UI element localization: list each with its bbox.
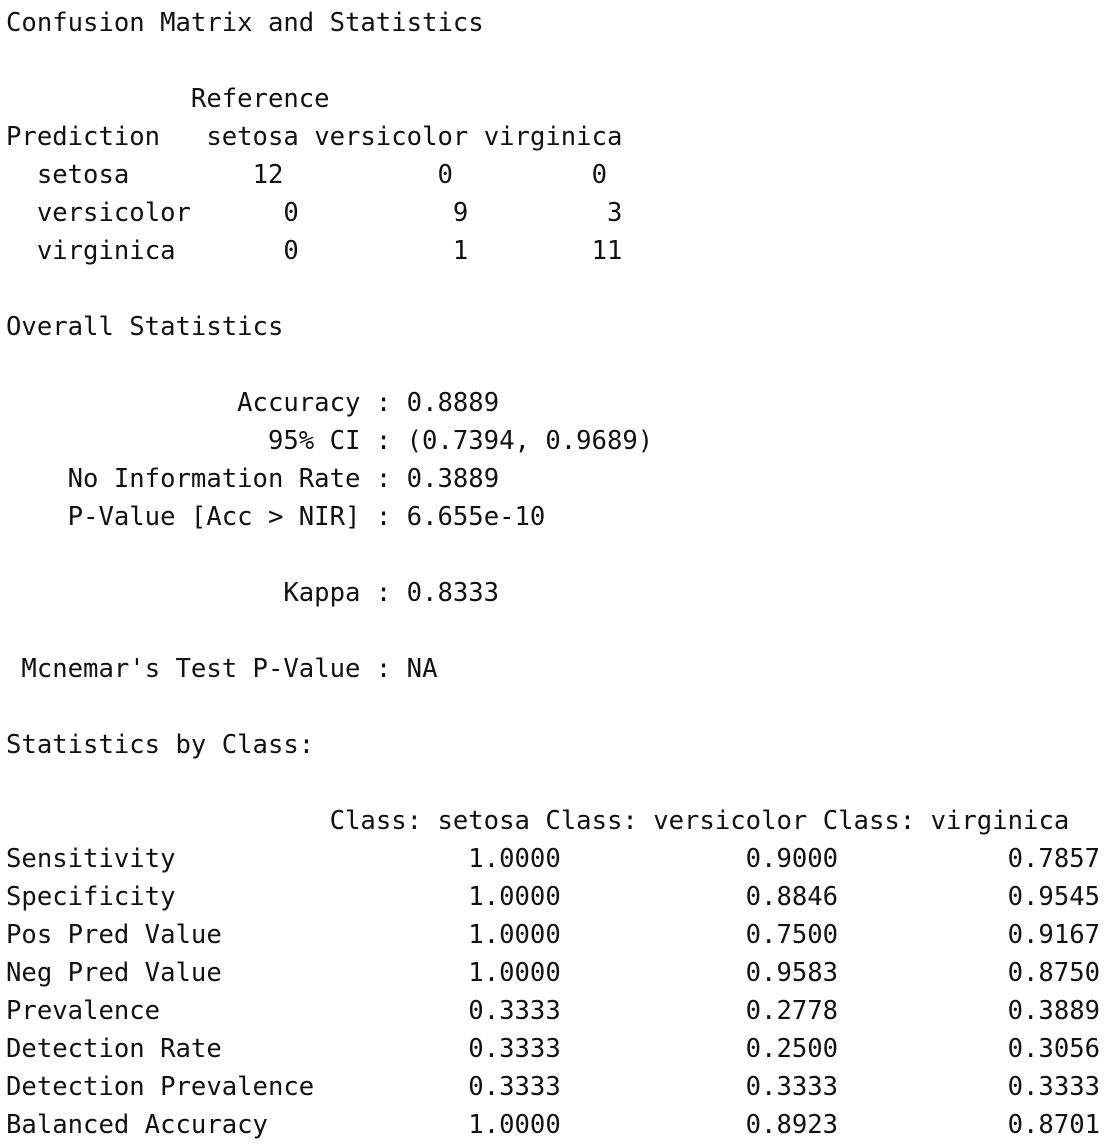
stat-row-label: Sensitivity xyxy=(6,844,176,874)
stat-row-label: Neg Pred Value xyxy=(6,958,222,988)
stat-row-label: Detection Rate xyxy=(6,1034,222,1064)
stat-cell: 0.3333 xyxy=(1007,1072,1101,1102)
ci-line: 95% CI : (0.7394, 0.9689) xyxy=(267,426,654,456)
stat-cell: 1.0000 xyxy=(468,844,561,874)
nir-line: No Information Rate : 0.3889 xyxy=(67,464,500,494)
stat-cell: 1.0000 xyxy=(468,920,561,950)
overall-heading-line xyxy=(6,308,1106,346)
stat-cell: 0.3889 xyxy=(1007,996,1101,1026)
by-class-header-line xyxy=(6,802,1106,840)
kappa-label: Kappa xyxy=(283,578,361,608)
matrix-row-label: virginica xyxy=(36,236,176,266)
stat-cell: 1.0000 xyxy=(468,958,561,988)
console-output xyxy=(6,4,1106,1144)
mcnemar-line: Mcnemar's Test P-Value : NA xyxy=(21,654,438,684)
matrix-cell: 9 xyxy=(452,198,469,228)
stat-cell: 0.3333 xyxy=(468,996,561,1026)
stat-cell: 0.8846 xyxy=(745,882,839,912)
stat-row-neg-pred-value xyxy=(6,954,1106,992)
blank-line xyxy=(6,42,1106,80)
nir-value: 0.3889 xyxy=(406,464,500,494)
stat-cell: 1.0000 xyxy=(468,1110,561,1140)
prediction-header-line xyxy=(6,118,1106,156)
stat-row-sensitivity xyxy=(6,840,1106,878)
nir-label: No Information Rate xyxy=(67,464,361,494)
stat-cell: 0.3333 xyxy=(468,1072,561,1102)
matrix-cell: 1 xyxy=(452,236,469,266)
title-text: Confusion Matrix and Statistics xyxy=(6,8,484,38)
matrix-cell: 0 xyxy=(591,160,608,190)
mcnemar-value: NA xyxy=(406,654,438,684)
kappa-line: Kappa : 0.8333 xyxy=(283,578,500,608)
blank-line xyxy=(6,270,1106,308)
accuracy-label: Accuracy xyxy=(237,388,361,418)
stat-row-label: Specificity xyxy=(6,882,176,912)
matrix-row-virginica xyxy=(6,232,1106,270)
stat-cell: 0.7500 xyxy=(745,920,839,950)
by-class-heading: Statistics by Class: xyxy=(6,730,315,760)
matrix-row-versicolor xyxy=(6,194,1106,232)
class-col-header-virginica: Class: virginica xyxy=(822,806,1070,836)
stat-cell: 0.2778 xyxy=(745,996,839,1026)
pvalue-value: 6.655e-10 xyxy=(406,502,546,532)
class-col-header-versicolor: Class: versicolor xyxy=(545,806,808,836)
overall-heading: Overall Statistics xyxy=(6,312,284,342)
prediction-label: Prediction xyxy=(6,122,161,152)
output-title xyxy=(6,4,1106,42)
class-col-header-setosa: Class: setosa xyxy=(329,806,530,836)
matrix-row-label: versicolor xyxy=(36,198,191,228)
blank-line xyxy=(6,764,1106,802)
matrix-cell: 0 xyxy=(437,160,453,190)
stat-row-specificity xyxy=(6,878,1106,916)
stat-row-label: Prevalence xyxy=(6,996,161,1026)
matrix-cell: 0 xyxy=(283,198,299,228)
stat-cell: 0.7857 xyxy=(1007,844,1101,874)
blank-line xyxy=(6,612,1106,650)
stat-cell: 0.2500 xyxy=(745,1034,839,1064)
stat-row-balanced-accuracy xyxy=(6,1106,1106,1144)
stat-row-detection-prevalence xyxy=(6,1068,1106,1106)
stat-row-label: Pos Pred Value xyxy=(6,920,222,950)
matrix-cell: 0 xyxy=(283,236,299,266)
matrix-col-header-virginica: virginica xyxy=(483,122,623,152)
matrix-cell: 3 xyxy=(607,198,623,228)
reference-label: Reference xyxy=(190,84,330,114)
stat-cell: 0.9583 xyxy=(745,958,839,988)
stat-cell: 0.3333 xyxy=(745,1072,839,1102)
matrix-row-label: setosa xyxy=(36,160,130,190)
stat-row-label: Detection Prevalence xyxy=(6,1072,315,1102)
stat-row-detection-rate xyxy=(6,1030,1106,1068)
stat-cell: 0.8750 xyxy=(1007,958,1101,988)
matrix-col-header-versicolor: versicolor xyxy=(314,122,469,152)
pvalue-line: P-Value [Acc > NIR] : 6.655e-10 xyxy=(67,502,546,532)
pvalue-label: P-Value [Acc > NIR] xyxy=(67,502,361,532)
matrix-row-setosa xyxy=(6,156,1106,194)
stat-cell: 0.3056 xyxy=(1007,1034,1101,1064)
stat-cell: 1.0000 xyxy=(468,882,561,912)
matrix-cell: 11 xyxy=(591,236,623,266)
stat-cell: 0.8923 xyxy=(745,1110,839,1140)
stat-cell: 0.9000 xyxy=(745,844,839,874)
blank-line xyxy=(6,346,1106,384)
ci-label: 95% CI xyxy=(267,426,361,456)
reference-header-line xyxy=(6,80,1106,118)
mcnemar-label: Mcnemar's Test P-Value xyxy=(21,654,361,684)
kappa-value: 0.8333 xyxy=(406,578,500,608)
accuracy-value: 0.8889 xyxy=(406,388,500,418)
stat-row-pos-pred-value xyxy=(6,916,1106,954)
blank-line xyxy=(6,688,1106,726)
matrix-cell: 12 xyxy=(252,160,284,190)
by-class-heading-line xyxy=(6,726,1106,764)
blank-line xyxy=(6,536,1106,574)
stat-row-prevalence xyxy=(6,992,1106,1030)
stat-cell: 0.8701 xyxy=(1007,1110,1101,1140)
accuracy-line: Accuracy : 0.8889 xyxy=(237,388,500,418)
ci-value: (0.7394, 0.9689) xyxy=(406,426,654,456)
matrix-col-header-setosa: setosa xyxy=(206,122,299,152)
stat-cell: 0.3333 xyxy=(468,1034,561,1064)
stat-row-label: Balanced Accuracy xyxy=(6,1110,268,1140)
stat-cell: 0.9167 xyxy=(1007,920,1101,950)
stat-cell: 0.9545 xyxy=(1007,882,1101,912)
